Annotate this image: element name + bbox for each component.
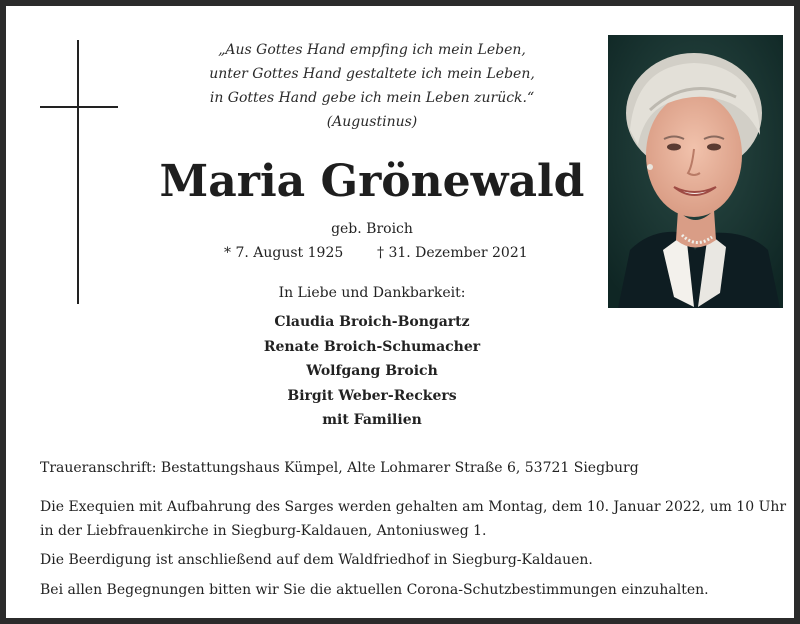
memorial-quote bbox=[166, 38, 578, 134]
cross-vertical-bar bbox=[77, 40, 79, 304]
cross-horizontal-bar bbox=[40, 106, 118, 108]
death-date: † 31. Dezember 2021 bbox=[377, 245, 528, 261]
birth-name: geb. Broich bbox=[331, 221, 413, 237]
mourners-list bbox=[166, 310, 578, 433]
quote-line: unter Gottes Hand gestaltete ich mein Leben, bbox=[209, 66, 535, 82]
birth-date: * 7. August 1925 bbox=[224, 245, 344, 261]
mourner-name: Renate Broich-Schumacher bbox=[263, 338, 481, 355]
portrait-illustration bbox=[608, 35, 783, 308]
mourner-name: Claudia Broich-Bongartz bbox=[274, 314, 470, 330]
funeral-mass-line: Die Exequien mit Aufbahrung des Sarges werden gehalten am Montag, dem 10. Januar 2022, um 10 Uhr bbox=[40, 499, 787, 515]
funeral-mass-line: in der Liebfrauenkirche in Siegburg-Kaldauen, Antoniusweg 1. bbox=[40, 523, 487, 539]
mourner-name: Birgit Weber-Reckers bbox=[287, 387, 457, 404]
quote-line: „Aus Gottes Hand empfing ich mein Leben, bbox=[218, 42, 526, 58]
burial-info: Die Beerdigung ist anschließend auf dem Waldfriedhof in Siegburg-Kaldauen. bbox=[40, 552, 593, 568]
mourning-address: Traueranschrift: Bestattungshaus Kümpel, Alte Lohmarer Straße 6, 53721 Siegburg bbox=[40, 460, 639, 476]
funeral-mass-info bbox=[40, 495, 787, 543]
corona-notice: Bei allen Begegnungen bitten wir Sie die aktuellen Corona-Schutzbestimmungen einzuhalten. bbox=[40, 582, 709, 598]
quote-author: (Augustinus) bbox=[326, 114, 418, 130]
mourners-intro: In Liebe und Dankbarkeit: bbox=[278, 285, 466, 301]
portrait-photo bbox=[608, 35, 783, 308]
deceased-name: Maria Grönewald bbox=[159, 156, 585, 207]
mourner-name: mit Familien bbox=[322, 412, 422, 428]
quote-line: in Gottes Hand gebe ich mein Leben zurück.“ bbox=[209, 90, 535, 106]
mourner-name: Wolfgang Broich bbox=[306, 363, 438, 379]
